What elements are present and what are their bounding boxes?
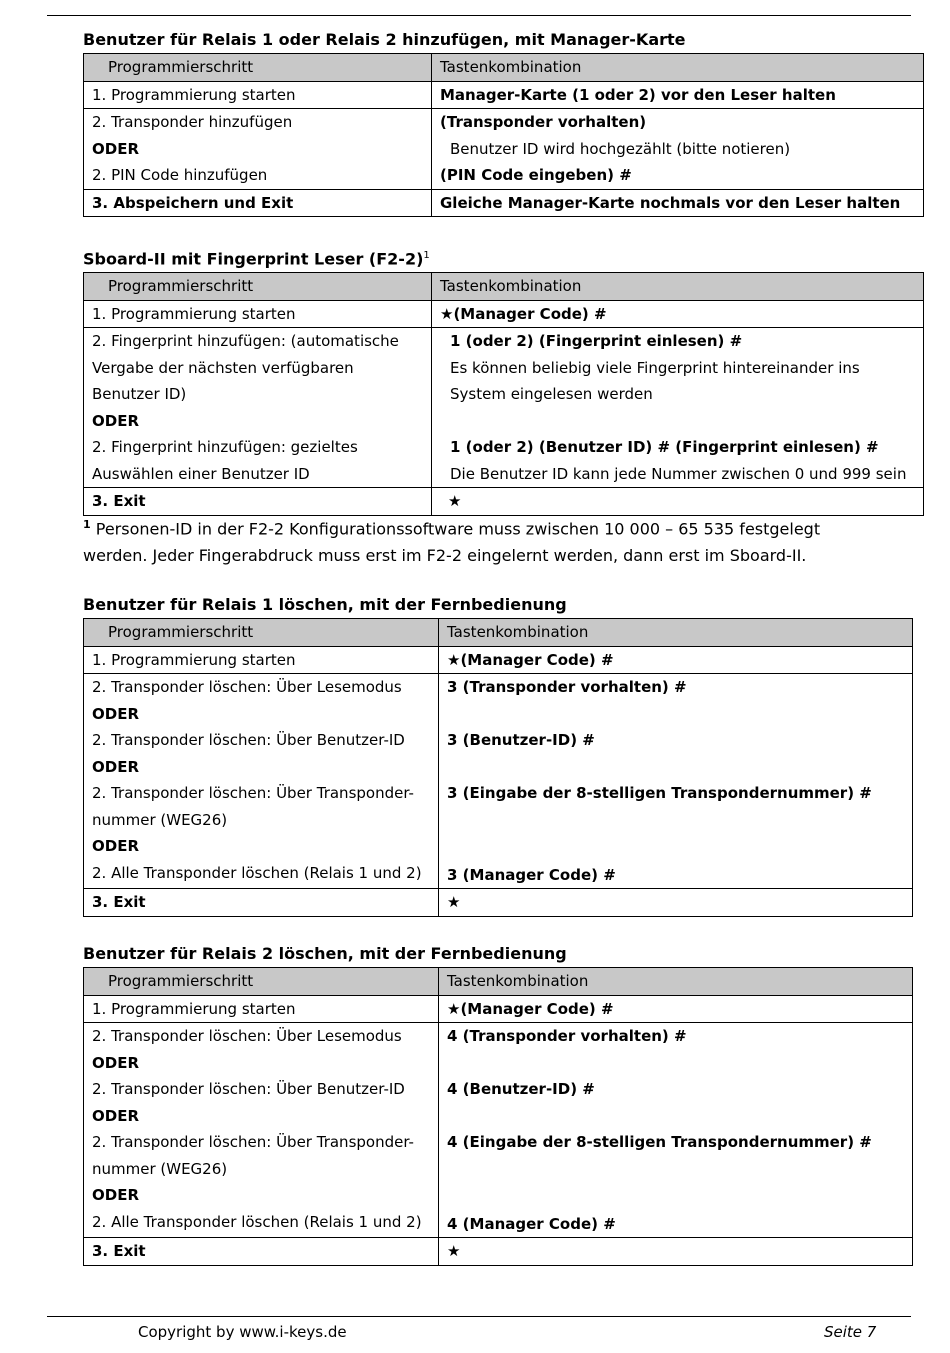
- spacer-line: [447, 1050, 904, 1077]
- step-cell: 3. Abspeichern und Exit: [84, 189, 432, 217]
- step-line: 2. Transponder löschen: Über Lesemodus: [92, 1027, 402, 1045]
- col-header-keys: Tastenkombination: [439, 619, 913, 647]
- table-row: [84, 646, 913, 674]
- keys-cell: [439, 674, 913, 889]
- table-row: [84, 674, 913, 889]
- section-title-text: Sboard-II mit Fingerprint Leser (F2-2): [83, 249, 424, 269]
- spacer-line: [440, 408, 915, 435]
- section-delete-relay1: [83, 592, 913, 917]
- table-row: [84, 189, 924, 217]
- step-line: 2. Transponder löschen: Über Benutzer-ID: [92, 1080, 405, 1098]
- step-cell: [84, 328, 432, 488]
- step-cell: 1. Programmierung starten: [84, 995, 439, 1023]
- program-table: [83, 53, 924, 217]
- step-cell: 3. Exit: [84, 889, 439, 917]
- keys-line: 4 (Manager Code) #: [447, 1214, 616, 1233]
- step-line: 2. Fingerprint hinzufügen: (automatische: [92, 332, 399, 351]
- spacer-line: [447, 1156, 904, 1183]
- step-line: 2. Fingerprint hinzufügen: gezieltes: [92, 438, 358, 457]
- footnote-line: [83, 511, 913, 542]
- section-fingerprint: [83, 243, 924, 516]
- col-header-keys: Tastenkombination: [432, 273, 924, 301]
- keys-line: 3 (Eingabe der 8-stelligen Transpondernummer) #: [447, 784, 872, 802]
- or-label: ODER: [92, 1106, 139, 1125]
- col-header-step: Programmierschritt: [84, 619, 439, 647]
- table-header-row: [84, 273, 924, 301]
- table-header-row: [84, 968, 913, 996]
- step-cell: [84, 674, 439, 889]
- keys-line: 3 (Transponder vorhalten) #: [447, 678, 687, 696]
- program-table: [83, 967, 913, 1266]
- step-line: 2. Transponder löschen: Über Lesemodus: [92, 678, 402, 696]
- or-label: ODER: [92, 139, 139, 158]
- table-row: [84, 300, 924, 328]
- keys-line: 4 (Transponder vorhalten) #: [447, 1027, 687, 1045]
- keys-line: (PIN Code eingeben) #: [440, 166, 632, 184]
- step-line: nummer (WEG26): [92, 1159, 228, 1178]
- keys-line: 1 (oder 2) (Fingerprint einlesen) #: [450, 332, 743, 351]
- step-cell: 3. Exit: [84, 488, 432, 516]
- keys-note: Es können beliebig viele Fingerprint hintereinander ins: [450, 358, 860, 377]
- keys-line: 3 (Manager Code) #: [447, 865, 616, 884]
- footnote-mark: 1: [83, 518, 91, 531]
- section-delete-relay2: [83, 941, 913, 1266]
- step-line: 2. Alle Transponder löschen (Relais 1 und 2): [92, 863, 422, 882]
- table-header-row: [84, 54, 924, 82]
- step-cell: 3. Exit: [84, 1238, 439, 1266]
- star-icon: ★: [439, 889, 913, 917]
- step-line: 2. Alle Transponder löschen (Relais 1 und 2): [92, 1212, 422, 1231]
- step-line: 2. Transponder löschen: Über Transponder-: [92, 1133, 414, 1151]
- program-table: [83, 272, 924, 516]
- spacer-line: [447, 833, 904, 860]
- keys-cell: ★(Manager Code) #: [439, 646, 913, 674]
- keys-note: Benutzer ID wird hochgezählt (bitte notieren): [450, 139, 791, 158]
- col-header-keys: Tastenkombination: [432, 54, 924, 82]
- col-header-step: Programmierschritt: [84, 273, 432, 301]
- step-line: 2. Transponder löschen: Über Transponder-: [92, 784, 414, 802]
- program-table: [83, 618, 913, 917]
- step-line: 2. Transponder hinzufügen: [92, 113, 293, 131]
- keys-cell: Gleiche Manager-Karte nochmals vor den Leser halten: [432, 189, 924, 217]
- step-cell: 1. Programmierung starten: [84, 646, 439, 674]
- or-label: ODER: [92, 411, 139, 430]
- keys-line: 3 (Benutzer-ID) #: [447, 731, 595, 749]
- step-line: Vergabe der nächsten verfügbaren: [92, 358, 354, 377]
- step-cell: 1. Programmierung starten: [84, 300, 432, 328]
- table-row: [84, 995, 913, 1023]
- footnote-text: Personen-ID in der F2-2 Konfigurationssoftware muss zwischen 10 000 – 65 535 festgelegt: [95, 519, 821, 539]
- keys-line: 4 (Eingabe der 8-stelligen Transpondernummer) #: [447, 1133, 872, 1151]
- table-row: [84, 1023, 913, 1238]
- step-line: 2. Transponder löschen: Über Benutzer-ID: [92, 731, 405, 749]
- or-label: ODER: [92, 704, 139, 723]
- step-cell: 1. Programmierung starten: [84, 81, 432, 109]
- keys-cell: ★(Manager Code) #: [439, 995, 913, 1023]
- spacer-line: [447, 807, 904, 834]
- keys-cell: [432, 328, 924, 488]
- star-icon: ★: [439, 1238, 913, 1266]
- spacer-line: [447, 1182, 904, 1209]
- star-icon: ★: [432, 488, 924, 516]
- keys-line: 4 (Benutzer-ID) #: [447, 1080, 595, 1098]
- footnote-ref: 1: [423, 250, 430, 261]
- copyright-text: Copyright by www.i-keys.de: [138, 1323, 347, 1341]
- step-cell: [84, 1023, 439, 1238]
- spacer-line: [447, 1103, 904, 1130]
- table-row: [84, 109, 924, 190]
- section-add-user-manager-card: [83, 27, 924, 217]
- table-row: [84, 81, 924, 109]
- keys-line: 1 (oder 2) (Benutzer ID) # (Fingerprint einlesen) #: [450, 438, 879, 457]
- table-row: [84, 328, 924, 488]
- step-line: 2. PIN Code hinzufügen: [92, 166, 268, 184]
- keys-cell: [439, 1023, 913, 1238]
- col-header-keys: Tastenkombination: [439, 968, 913, 996]
- keys-cell: ★(Manager Code) #: [432, 300, 924, 328]
- col-header-step: Programmierschritt: [84, 54, 432, 82]
- section-title: Benutzer für Relais 1 oder Relais 2 hinzufügen, mit Manager-Karte: [83, 30, 686, 49]
- or-label: ODER: [92, 1053, 139, 1072]
- top-rule: [47, 15, 911, 16]
- or-label: ODER: [92, 1186, 139, 1204]
- keys-note: System eingelesen werden: [450, 385, 653, 404]
- step-line: Benutzer ID): [92, 385, 187, 404]
- table-row: [84, 889, 913, 917]
- section-title: [83, 243, 924, 272]
- keys-cell: [432, 109, 924, 190]
- or-label: ODER: [92, 757, 139, 776]
- table-header-row: [84, 619, 913, 647]
- table-row: [84, 1238, 913, 1266]
- or-label: ODER: [92, 837, 139, 855]
- section-title: Benutzer für Relais 2 löschen, mit der Fernbedienung: [83, 944, 567, 963]
- section-title: Benutzer für Relais 1 löschen, mit der Fernbedienung: [83, 595, 567, 614]
- footnote-line: werden. Jeder Fingerabdruck muss erst im F2-2 eingelernt werden, dann erst im Sboard-II.: [83, 546, 807, 566]
- bottom-rule: [47, 1316, 911, 1317]
- keys-cell: Manager-Karte (1 oder 2) vor den Leser halten: [432, 81, 924, 109]
- spacer-line: [447, 701, 904, 728]
- step-cell: [84, 109, 432, 190]
- page-number: Seite 7: [824, 1323, 877, 1341]
- keys-note: Die Benutzer ID kann jede Nummer zwischen 0 und 999 sein: [450, 464, 907, 483]
- spacer-line: [447, 754, 904, 781]
- step-line: Auswählen einer Benutzer ID: [92, 464, 310, 483]
- step-line: nummer (WEG26): [92, 810, 228, 829]
- col-header-step: Programmierschritt: [84, 968, 439, 996]
- footnote: [83, 511, 913, 569]
- keys-line: (Transponder vorhalten): [440, 113, 647, 131]
